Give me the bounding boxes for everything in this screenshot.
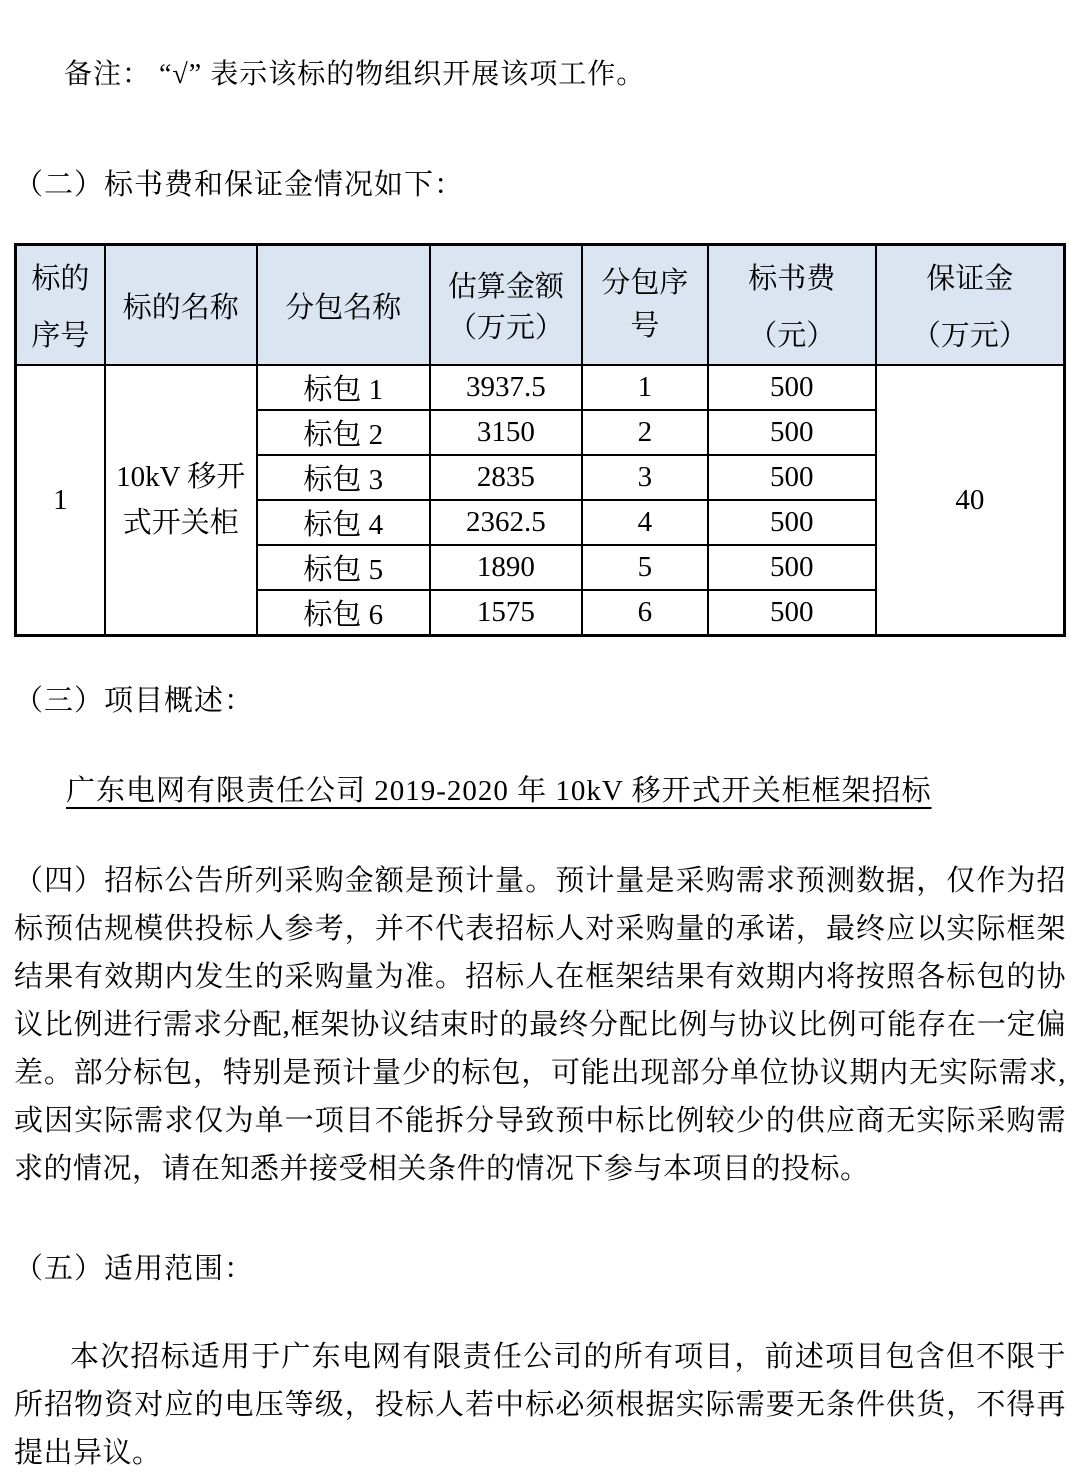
- cell-subject-serial: 1: [16, 365, 105, 636]
- col-header-package-name: 分包名称: [257, 245, 430, 366]
- col-header-estimated-amount-line2: （万元）: [447, 312, 564, 344]
- fee-deposit-table: [14, 243, 1066, 637]
- cell-package-name: 标包 4: [257, 500, 430, 545]
- section3-heading: （三）项目概述：: [14, 685, 255, 717]
- cell-package-name: 标包 2: [257, 410, 430, 455]
- cell-package-serial: 4: [582, 500, 708, 545]
- col-header-subject-serial-line2: 序号: [31, 320, 90, 352]
- cell-fee: 500: [708, 545, 876, 590]
- col-header-package-serial: 分包序号: [582, 245, 708, 366]
- col-header-subject-serial: [16, 245, 105, 366]
- cell-amount: 3150: [430, 410, 582, 455]
- cell-deposit: 40: [876, 365, 1065, 636]
- table-header-row: [16, 245, 1065, 366]
- col-header-subject-serial-line1: 标的: [31, 263, 90, 295]
- table-row: [16, 365, 1065, 410]
- col-header-deposit: [876, 245, 1065, 366]
- project-title-underlined: 广东电网有限责任公司 2019-2020 年 10kV 移开式开关柜框架招标: [66, 775, 932, 807]
- section5-heading: （五）适用范围：: [14, 1253, 255, 1285]
- cell-fee: 500: [708, 455, 876, 500]
- cell-package-name: 标包 1: [257, 365, 430, 410]
- document-page: [0, 55, 1080, 1469]
- cell-package-name: 标包 3: [257, 455, 430, 500]
- cell-subject-name: 10kV 移开式开关柜: [105, 365, 257, 636]
- col-header-estimated-amount-line1: 估算金额: [447, 271, 564, 303]
- section5-paragraph: 本次招标适用于广东电网有限责任公司的所有项目，前述项目包含但不限于所招物资对应的电压等级，投标人若中标必须根据实际需要无条件供货，不得再提出异议。: [14, 1341, 1066, 1469]
- col-header-bid-doc-fee-line1: 标书费: [748, 263, 836, 295]
- cell-amount: 1890: [430, 545, 582, 590]
- cell-amount: 1575: [430, 590, 582, 636]
- cell-package-name: 标包 6: [257, 590, 430, 636]
- col-header-bid-doc-fee: [708, 245, 876, 366]
- cell-fee: 500: [708, 500, 876, 545]
- cell-fee: 500: [708, 410, 876, 455]
- cell-package-serial: 2: [582, 410, 708, 455]
- col-header-deposit-line1: 保证金: [926, 263, 1014, 295]
- cell-amount: 2835: [430, 455, 582, 500]
- note-line: 备注： “√” 表示该标的物组织开展该项工作。: [64, 59, 646, 90]
- cell-package-name: 标包 5: [257, 545, 430, 590]
- cell-fee: 500: [708, 365, 876, 410]
- cell-fee: 500: [708, 590, 876, 636]
- section4-paragraph: （四）招标公告所列采购金额是预计量。预计量是采购需求预测数据，仅作为招标预估规模供投标人参考，并不代表招标人对采购量的承诺，最终应以实际框架结果有效期内发生的采购量为准。招标人在框架结果有效期内将按照各标包的协议比例进行需求分配,框架协议结束时的最终分配比例与协议比例可能存在一定偏差。部分标包，特别是预计量少的标包，可能出现部分单位协议期内无实际需求,或因实际需求仅为单一项目不能拆分导致预中标比例较少的供应商无实际采购需求的情况，请在知悉并接受相关条件的情况下参与本项目的投标。: [14, 865, 1066, 1185]
- col-header-deposit-line2: （万元）: [911, 320, 1028, 352]
- cell-package-serial: 1: [582, 365, 708, 410]
- cell-amount: 2362.5: [430, 500, 582, 545]
- col-header-subject-name: 标的名称: [105, 245, 257, 366]
- section2-heading: （二）标书费和保证金情况如下：: [14, 169, 465, 201]
- cell-package-serial: 6: [582, 590, 708, 636]
- cell-package-serial: 3: [582, 455, 708, 500]
- col-header-estimated-amount: [430, 245, 582, 366]
- col-header-bid-doc-fee-line2: （元）: [748, 320, 836, 352]
- cell-package-serial: 5: [582, 545, 708, 590]
- cell-amount: 3937.5: [430, 365, 582, 410]
